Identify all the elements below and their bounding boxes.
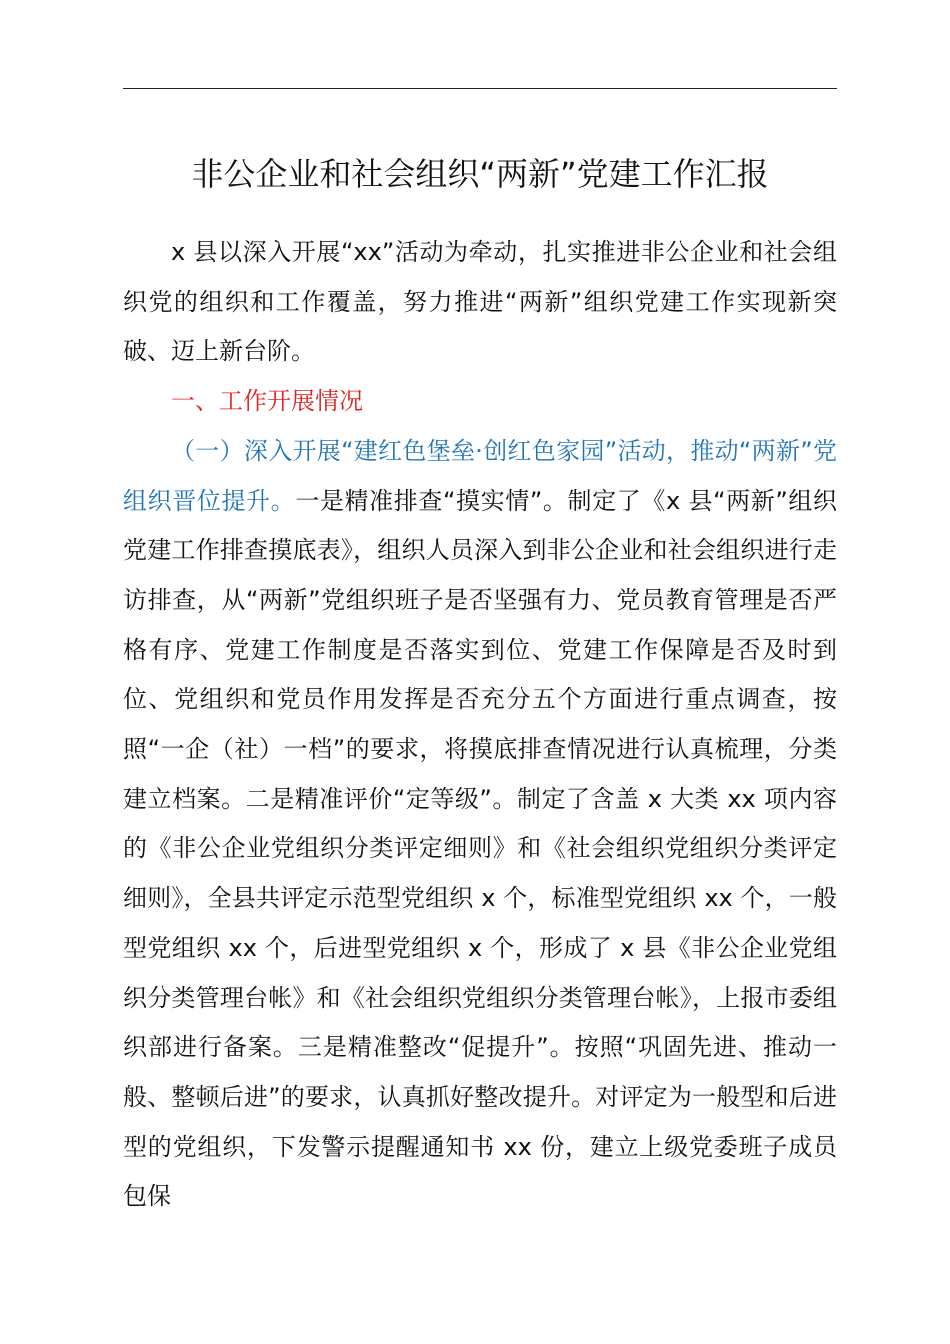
subsection-heading-1: （一）深入开展“建红色堡垒·创红色家园”活动，推动“两新”党组织晋位提升。: [123, 436, 837, 515]
intro-paragraph: x 县以深入开展“xx”活动为牵动，扎实推进非公企业和社会组织党的组织和工作覆盖，努力推进“两新”组织党建工作实现新突破、迈上新台阶。: [123, 238, 837, 366]
subsection-paragraph-1: [123, 427, 837, 1222]
subsection-body-1: 一是精准排查“摸实情”。制定了《x 县“两新”组织党建工作排查摸底表》，组织人员深入到非公企业和社会组织进行走访排查，从“两新”党组织班子是否坚强有力、党员教育管理是否严格有序、党建工作制度是否落实到位、党建工作保障是否及时到位、党组织和党员作用发挥是否充分五个方面进行重点调查，按照“一企（社）一档”的要求，将摸底排查情况进行认真梳理，分类建立档案。二是精准评价“定等级”。制定了含盖 x 大类 xx 项内容的《非公企业党组织分类评定细则》和《社会组织党组织分类评定细则》，全县共评定示范型党组织 x 个，标准型党组织 xx 个，一般型党组织 xx 个，后进型党组织 x 个，形成了 x 县《非公企业党组织分类管理台帐》和《社会组织党组织分类管理台帐》，上报市委组织部进行备案。三是精准整改“促提升”。按照“巩固先进、推动一般、整顿后进”的要求，认真抓好整改提升。对评定为一般型和后进型的党组织，下发警示提醒通知书 xx 份，建立上级党委班子成员包保: [123, 486, 838, 1211]
document-title: 非公企业和社会组织“两新”党建工作汇报: [191, 155, 769, 193]
header-rule: [123, 88, 837, 89]
document-body: [123, 228, 837, 1222]
section-heading-1: 一、工作开展情况: [171, 387, 363, 416]
